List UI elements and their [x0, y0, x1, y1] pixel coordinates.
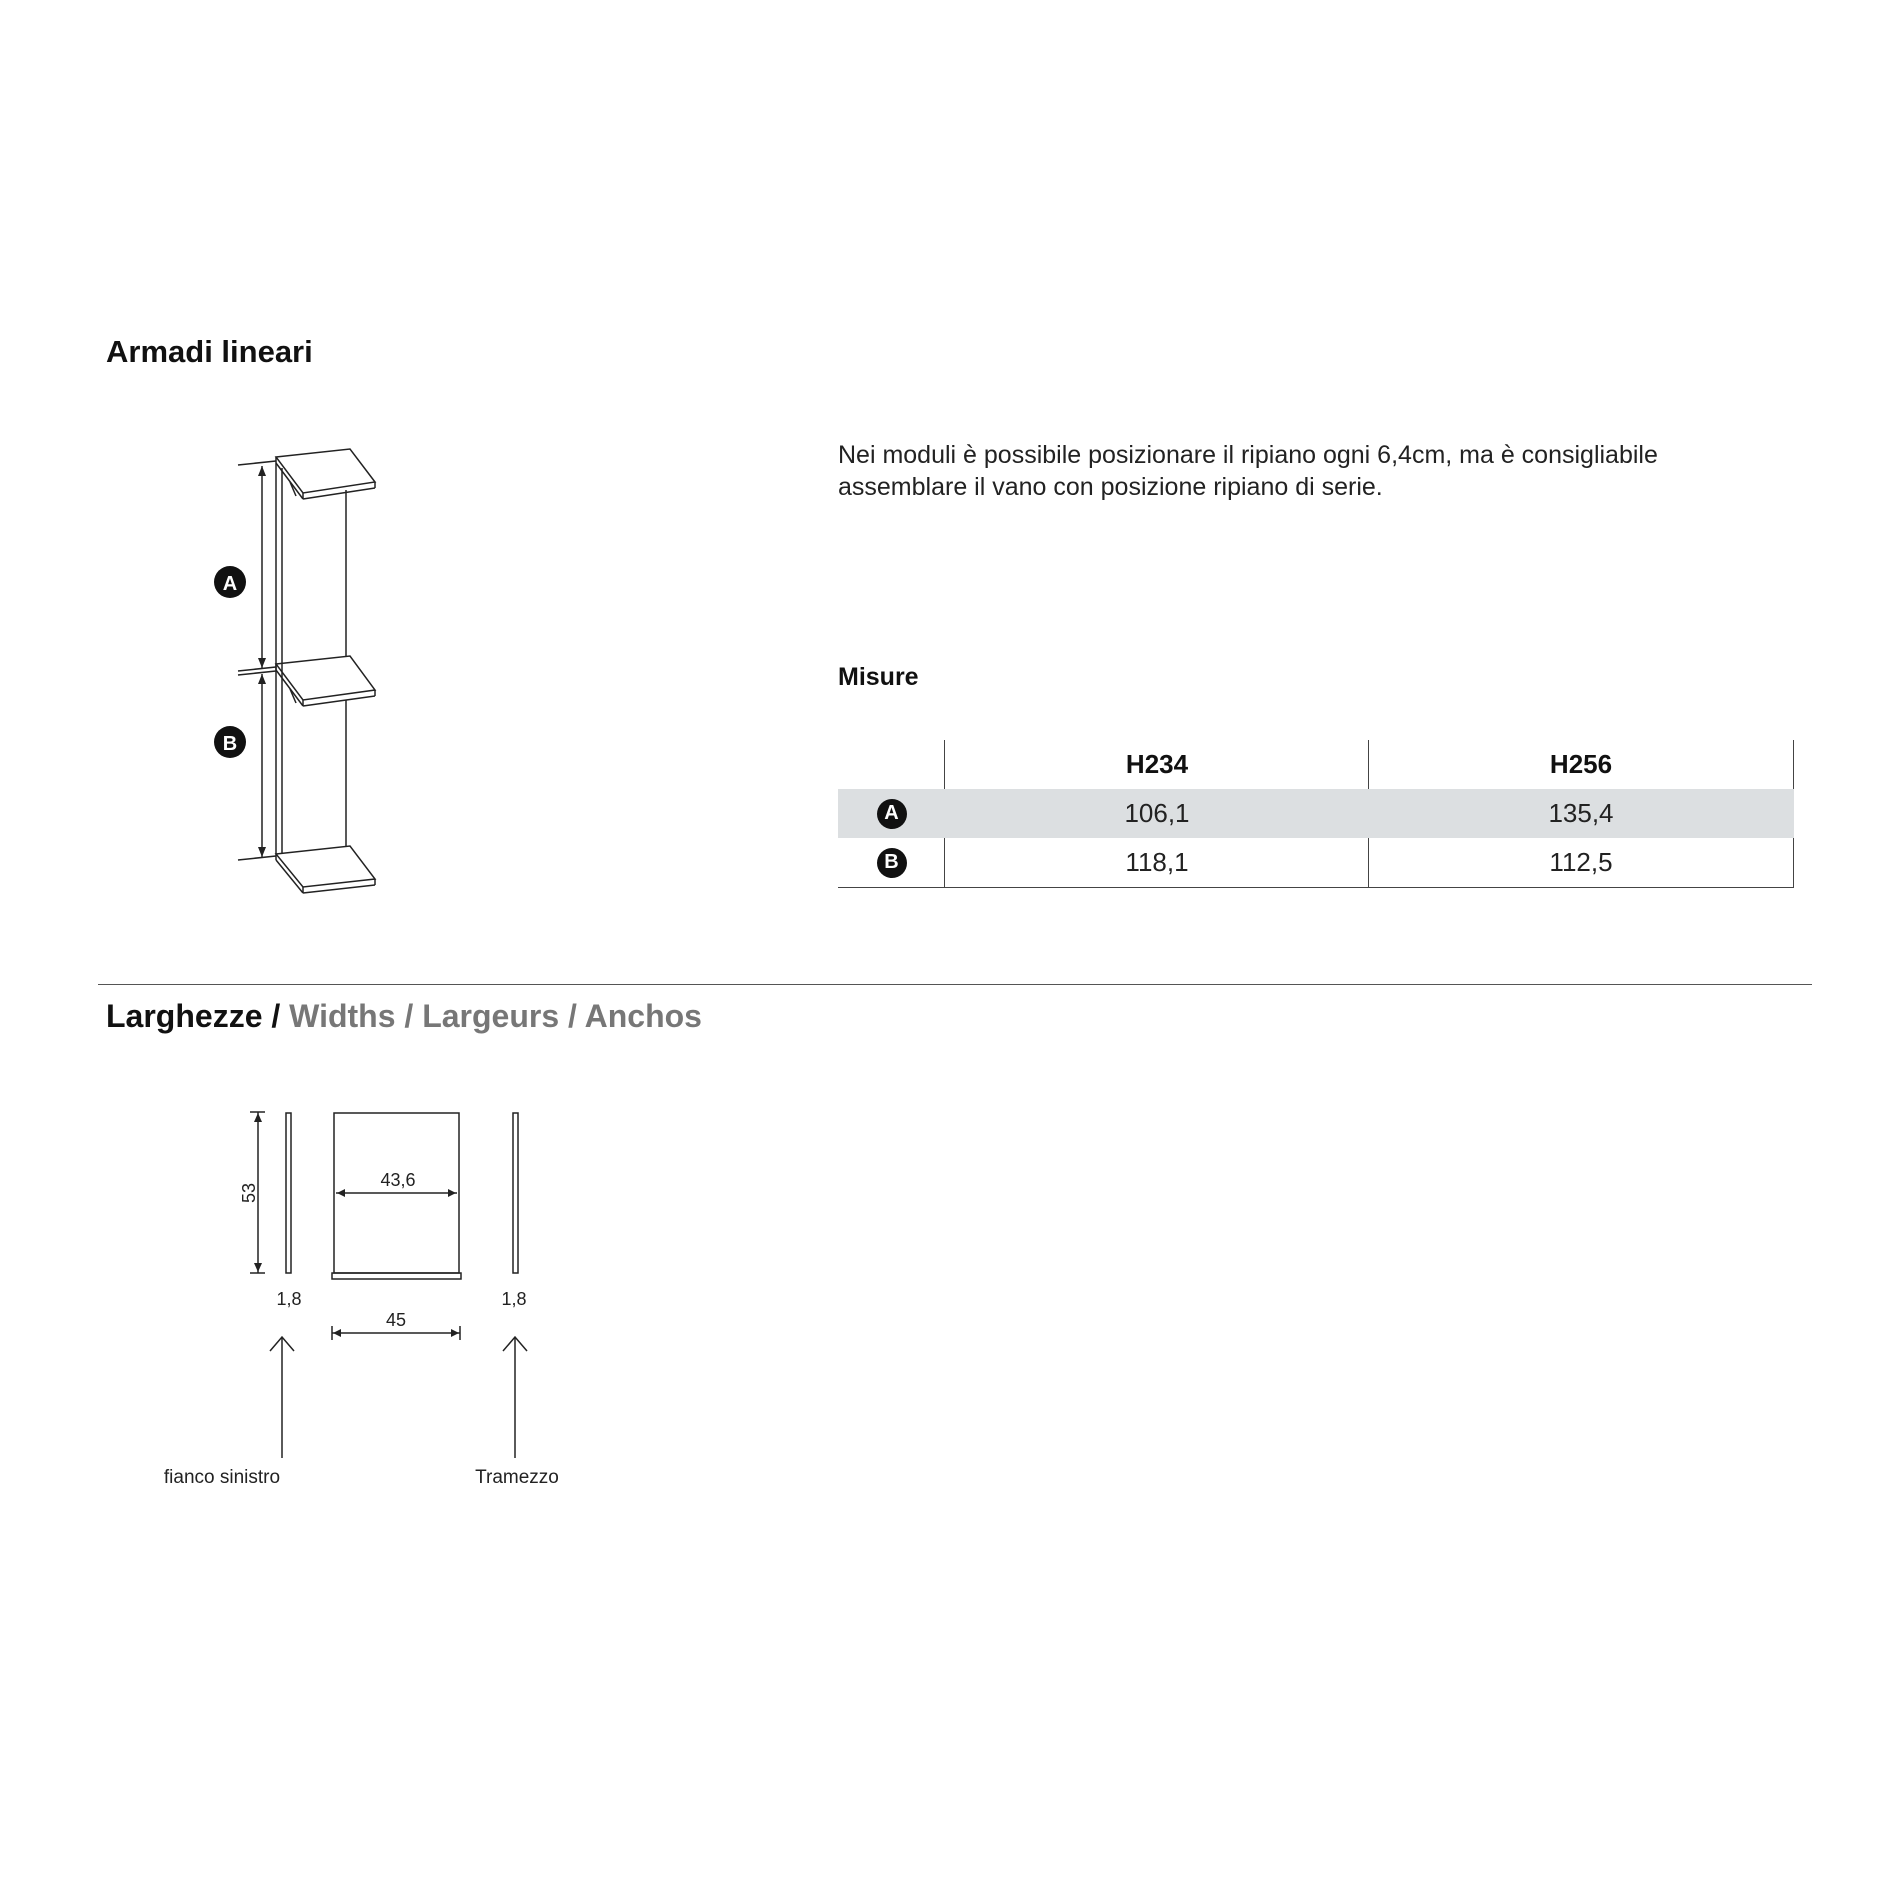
section-title: Armadi lineari — [106, 334, 313, 369]
table-cell: 112,5 — [1549, 847, 1613, 877]
table-cell: 118,1 — [1125, 847, 1189, 877]
misure-title: Misure — [838, 663, 919, 691]
widths-title — [106, 998, 702, 1035]
badge-b-label: B — [222, 733, 238, 755]
column-header: H256 — [1549, 749, 1613, 779]
wardrobe-elevation-drawing — [200, 440, 400, 900]
measurements-table — [838, 740, 1794, 888]
inner-width-label: 43,6 — [380, 1170, 416, 1190]
row-badge: B — [877, 848, 907, 878]
left-thickness-label: 1,8 — [276, 1289, 302, 1309]
row-badge: A — [877, 799, 907, 829]
badge-a-label: A — [222, 573, 238, 595]
table-cell: 106,1 — [1124, 798, 1190, 828]
outer-width-label: 45 — [385, 1310, 407, 1330]
height-dimension-label: 53 — [239, 1182, 259, 1204]
widths-title-translations: Widths / Largeurs / Anchos — [280, 998, 702, 1034]
table-row — [838, 789, 1794, 838]
widths-plan-drawing — [140, 1100, 600, 1500]
column-header: H234 — [1125, 749, 1189, 779]
description-text: Nei moduli è possibile posizionare il ripiano ogni 6,4cm, ma è consigliabile assemblare il vano con posizione ripiano di serie. — [838, 441, 1658, 501]
widths-title-bold: Larghezze / — [106, 998, 281, 1034]
left-side-caption: fianco sinistro — [163, 1467, 281, 1488]
right-thickness-label: 1,8 — [501, 1289, 527, 1309]
section-divider — [98, 984, 1812, 985]
table-row — [838, 838, 1794, 888]
table-cell: 135,4 — [1548, 798, 1614, 828]
table-header-row — [838, 740, 1794, 789]
partition-caption: Tramezzo — [475, 1467, 559, 1488]
